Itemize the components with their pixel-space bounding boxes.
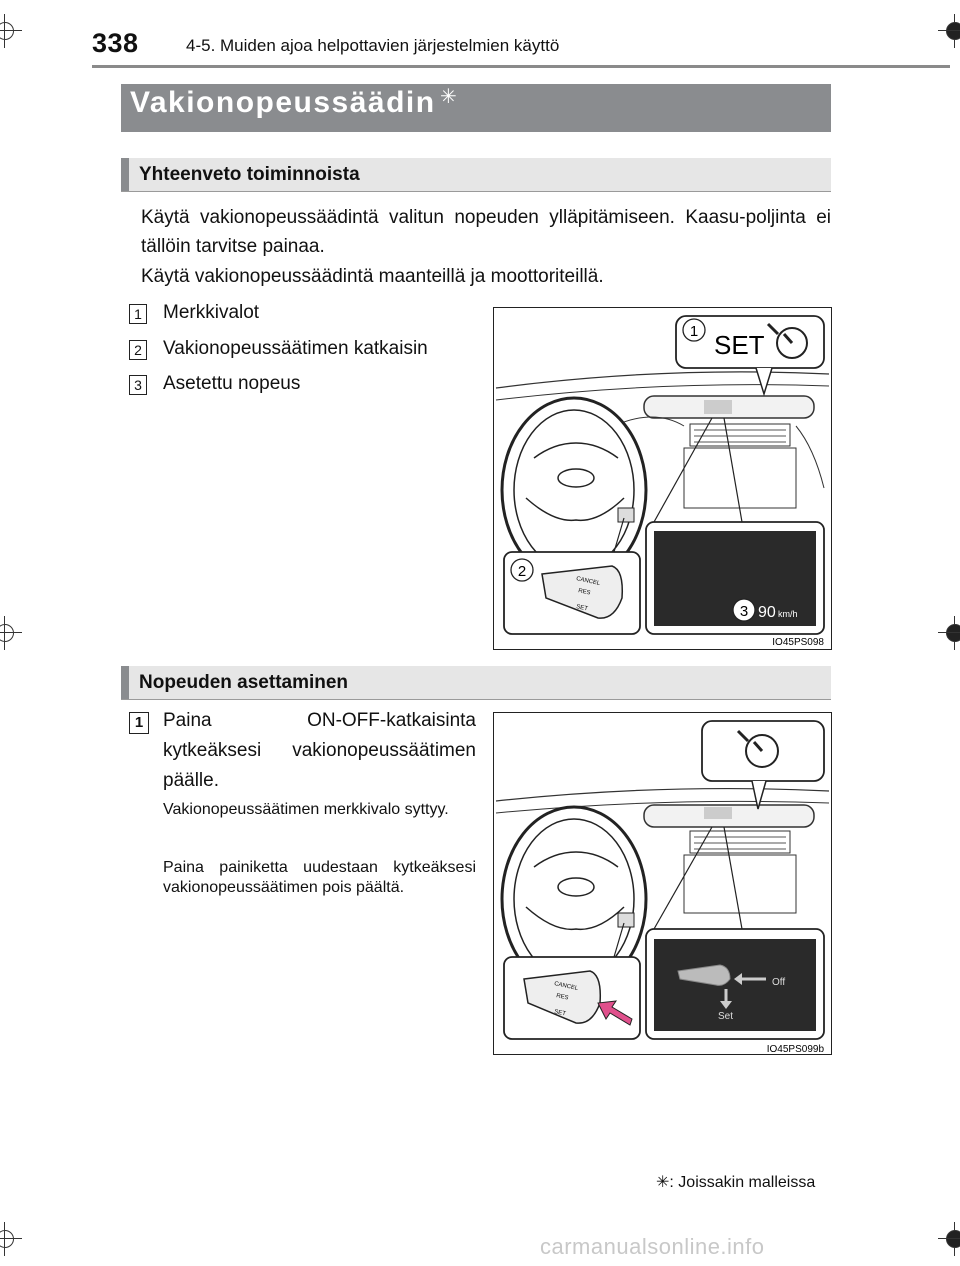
figure-code: IO45PS098 <box>772 637 824 648</box>
set-speed-value: 90 <box>758 604 776 621</box>
step-number: 1 <box>129 712 149 734</box>
lever-label-res: RES <box>555 993 569 1002</box>
section-heading-text: Yhteenveto toiminnoista <box>139 164 360 185</box>
figure-dashboard-overview <box>493 307 832 650</box>
step-instruction: Paina ON-OFF-katkaisinta kytkeäksesi vakionopeussäätimen päälle. <box>163 710 476 791</box>
item-label-switch: Vakionopeussäätimen katkaisin <box>163 338 428 359</box>
section-heading-summary <box>121 158 831 192</box>
chapter-title: 4-5. Muiden ajoa helpottavien järjestelmien käyttö <box>186 36 560 55</box>
item-label-indicators: Merkkivalot <box>163 302 260 323</box>
watermark-text: carmanualsonline.info <box>540 1234 765 1259</box>
figure-on-off-switch <box>493 712 832 1055</box>
set-speed-unit: km/h <box>778 609 798 619</box>
lever-label-res: RES <box>577 588 591 597</box>
item-number-3: 3 <box>129 375 147 395</box>
registration-mark-mid-right <box>938 616 960 650</box>
dashboard-illustration <box>494 308 831 649</box>
footnote-text: : Joissakin malleissa <box>669 1174 816 1191</box>
registration-mark-top-right <box>938 14 960 48</box>
lever-label-set: SET <box>575 604 589 613</box>
section-heading-bar <box>121 158 129 191</box>
item-number-1: 1 <box>129 304 147 324</box>
lever-label-set: SET <box>553 1009 567 1018</box>
registration-mark-mid-left <box>0 616 22 650</box>
step-note-turn-off: Paina painiketta uudestaan kytkeäksesi vakionopeussäätimen pois päältä. <box>163 859 476 896</box>
switch-illustration <box>494 713 831 1054</box>
set-indicator-text: SET <box>714 330 765 360</box>
callout-1-number: 1 <box>689 323 699 340</box>
title-asterisk-mark: ✳ <box>440 86 457 108</box>
lever-label-cancel: CANCEL <box>575 576 601 588</box>
section-heading-setting-speed <box>121 666 831 700</box>
label-off: Off <box>772 977 786 988</box>
label-set: Set <box>718 1011 734 1022</box>
registration-mark-top-left <box>0 14 22 48</box>
footnote <box>656 1172 815 1192</box>
page-title: Vakionopeussäädin <box>130 86 436 119</box>
footnote-asterisk: ✳ <box>656 1174 670 1191</box>
registration-mark-bottom-left <box>0 1222 22 1256</box>
section-heading-text: Nopeuden asettaminen <box>139 672 349 693</box>
section-heading-bar <box>121 666 129 699</box>
usage-paragraph: Käytä vakionopeussäädintä maanteillä ja moottoriteillä. <box>141 266 604 287</box>
callout-2-number: 2 <box>517 563 527 580</box>
callout-3-number: 3 <box>739 603 749 620</box>
page-number: 338 <box>92 28 139 58</box>
header-rule <box>92 65 950 68</box>
step-note-indicator: Vakionopeussäätimen merkkivalo syttyy. <box>163 801 449 818</box>
registration-mark-bottom-right <box>938 1222 960 1256</box>
figure-code: IO45PS099b <box>766 1044 824 1054</box>
lever-label-cancel: CANCEL <box>553 981 579 993</box>
item-label-set-speed: Asetettu nopeus <box>163 373 301 394</box>
item-number-2: 2 <box>129 340 147 360</box>
intro-paragraph: Käytä vakionopeussäädintä valitun nopeuden ylläpitämiseen. Kaasu-poljinta ei tällöin tarvitse painaa. <box>141 207 831 257</box>
